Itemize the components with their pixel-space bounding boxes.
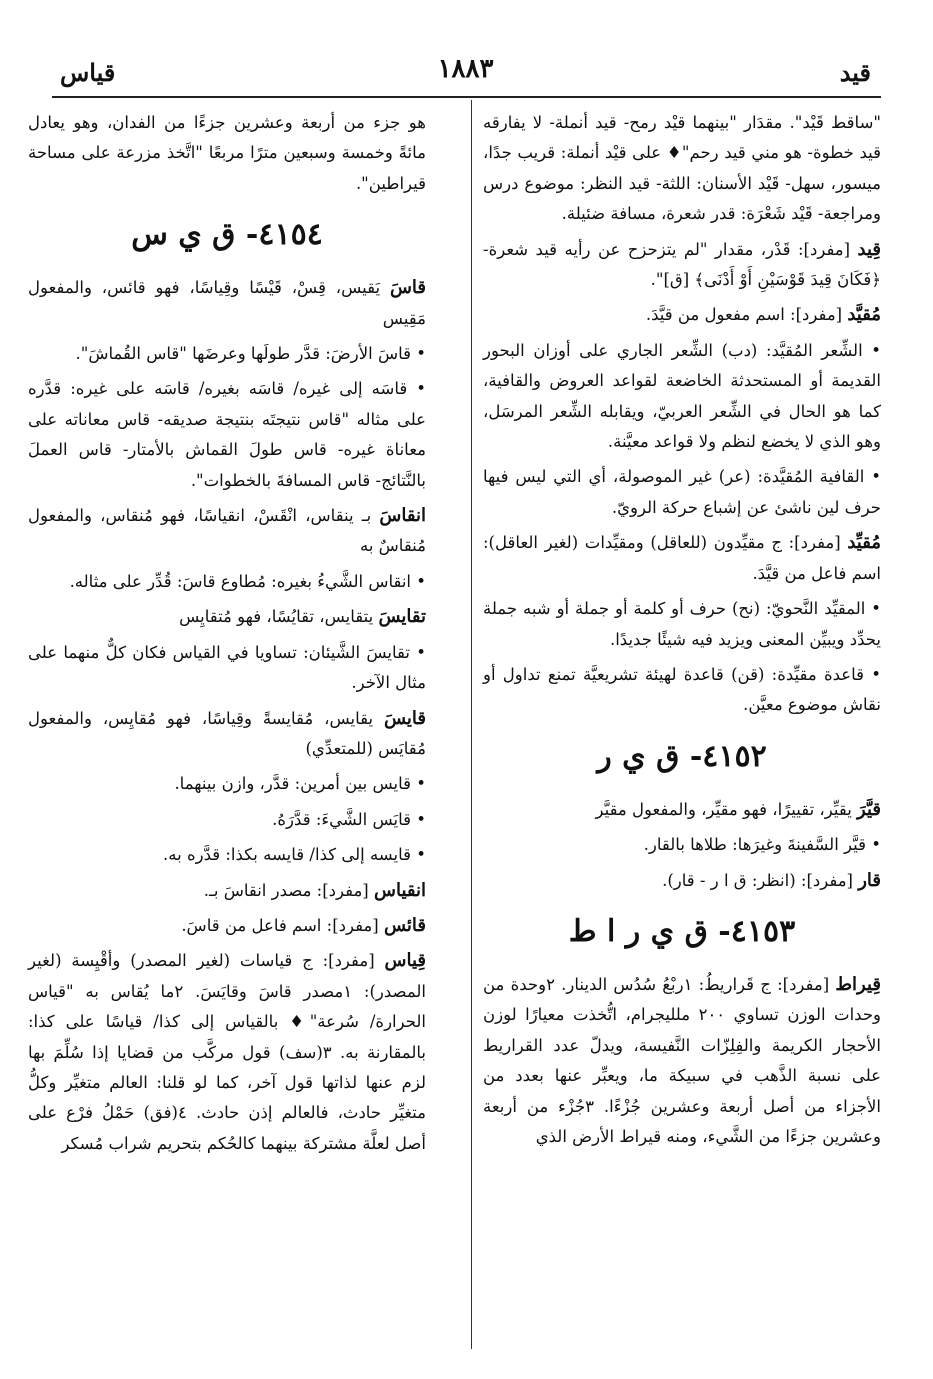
entry-headword: قِيد — [857, 238, 881, 260]
entry-definition: [مفرد]: (انظر: ق ا ر - قار). — [662, 870, 859, 890]
entry-definition: [مفرد]: ج مقيِّدون (للعاقل) ومقيِّدات (لغير العاقل): اسم فاعل من قيَّدَ. — [483, 533, 881, 583]
entry-definition: [مفرد]: اسم فاعل من قاسَ. — [181, 915, 384, 935]
entry-subsense: • تقايسَ الشَّيئان: تساويا في القياس فكان كلٌّ منهما على مثال الآخر. — [28, 642, 426, 693]
entry — [483, 795, 881, 825]
entry-headword: قائس — [383, 914, 426, 936]
entry — [483, 970, 881, 1152]
entry — [483, 528, 881, 589]
entry-subsense: • قاعدة مقيِّدة: (قن) قاعدة لهيئة تشريعيَّة تمنع تداول أو نقاش موضوع معيَّن. — [483, 664, 881, 715]
entry-headword: قِياس — [384, 950, 426, 972]
entry-text: "ساقط قَيْد". مقدَار "بينهما قيْد رمح- قيد أنملة- لا يفارقه قيد خطوة- هو مني قيد رحم"♦ على قيْد أنملة: قريب جدًا، ميسور، سهل- قَيْد الأسنان: اللثة- قيد النظر: موضوع درس ومراجعة- قَيْد شَعْرَة: قدر شعرة، مسافة ضئيلة. — [483, 113, 881, 224]
entry-definition: [مفرد]: قَدْر، مقدار "لم يتزحزح عن رأيه قيد شعرة- ﴿فَكَانَ قِيدَ قَوْسَيْنِ أَوْ أَدْنَى﴾ [ق]". — [483, 239, 881, 290]
root-heading: ٤١٥٢- ق ي ر — [597, 738, 767, 774]
entry-headword: قار — [858, 869, 881, 891]
entry-subsense: • قاسَه إلى غيره/ قاسَه بغيره/ قاسَه على غيره: قدَّره على مثاله "قاس نتيجتَه بنتيجة صديقه- قاس معاناته على معاناة غيره- قاس طولَ القماش بالأمتار- قاس العملَ بالنَّتائج- قاس المسافةَ بالخطوات". — [28, 379, 426, 490]
entry-subsense: • قاسَ الأرضَ: قدَّر طولَها وعرضَها "قاس القُماشَ". — [75, 344, 426, 364]
entry-definition: [مفرد]: اسم مفعول من قيَّدَ. — [645, 305, 848, 325]
entry-definition: يقيِّر، تقييرًا، فهو مقيِّر، والمفعول مقيَّر — [595, 799, 858, 819]
entry-text: هو جزء من أربعة وعشرين جزءًا من الفدان، وهو يعادل مائةً وخمسة وسبعين مترًا مربعًا "اتَّخذ مزرعة على مساحة قيراطين". — [28, 113, 426, 193]
entry — [483, 866, 881, 896]
entry — [28, 273, 426, 334]
entry — [28, 946, 426, 1159]
entry-subsense: • القافية المُقيَّدة: (عر) غير الموصولة، أي التي ليس فيها حرف لين ناشئ عن إشباع حركة الرويّ. — [483, 467, 881, 517]
entry-definition: يتقايس، تقايُسًا، فهو مُتقايِس — [179, 607, 379, 627]
left-column — [28, 108, 426, 1164]
page-header — [60, 54, 871, 94]
page-number: ١٨٨٣ — [437, 54, 494, 84]
header-headword-right: قيد — [839, 58, 871, 87]
entry — [28, 704, 426, 765]
entry-headword: قاسَ — [389, 277, 426, 299]
entry — [28, 876, 426, 906]
entry-headword: قايسَ — [383, 707, 426, 729]
entry-subsense: • قايسه إلى كذا/ قايسه بكذا: قدَّره به. — [163, 845, 426, 865]
entry-headword: تقايسَ — [378, 606, 426, 628]
header-headword-left: قياس — [60, 58, 116, 87]
entry-subsense: • الشِّعر المُقيَّد: (دب) الشِّعر الجاري على أوزان البحور القديمة أو المستحدثة الخاضعة لقواعد العروض والقافية، كما هو الحال في الشِّعر العربيّ، ويقابله الشِّعر المرسَل، وهو الذي لا يخضع لنظم ولا قواعد معيَّنة. — [483, 340, 881, 452]
entry-subsense: • انقاس الشَّيءُ بغيره: مُطاوع قاسَ: قُدِّر على مثاله. — [69, 571, 426, 591]
root-heading: ٤١٥٣- ق ي ر ا ط — [568, 913, 796, 949]
header-rule — [52, 96, 881, 98]
entry-subsense: • قايَس الشَّيءَ: قدَّرَهُ. — [272, 809, 426, 829]
entry-subsense: • قيَّر السَّفينةَ وغيرَها: طلاها بالقار. — [643, 835, 881, 855]
entry-headword: انقاسَ — [379, 505, 426, 527]
entry — [28, 911, 426, 941]
entry-subsense: • المقيِّد النَّحويّ: (نح) حرف أو كلمة أو جملة أو شبه جملة يحدِّد ويبيِّن المعنى ويزيد فيه شيئًا جديدًا. — [483, 599, 881, 649]
column-divider — [471, 100, 472, 1349]
entry-headword: قِيراط — [835, 973, 881, 995]
entry-definition: [مفرد]: مصدر انقاسَ بـ. — [203, 880, 374, 900]
entry-definition: [مفرد]: ج قَراريطُ: ١ربْعُ سُدُس الدينار. ٢وحدة من وحدات الوزن تساوي ٢٠٠ ملليجرام، اتُّخذت معيارًا لوزن الأحجار الكريمة والفِلِزّات النَّفيسة، ويدلّ عدد القراريط على نسبة الذَّهب في سبيكة ما، ويعبِّر عنها بعدد من الأجزاء من أصل أربعة وعشرين جُزْءًا. ٣جُزْء من أربعة وعشرين جزءًا من الشَّيء، ومنه قيراط الأرض الذي — [483, 974, 882, 1146]
entry — [483, 235, 881, 296]
entry-headword: انقياس — [373, 879, 426, 901]
entry — [28, 501, 426, 562]
entry — [483, 300, 881, 330]
entry-definition: بـ ينقاس، انْقَسْ، انقياسًا، فهو مُنقاس، والمفعول مُنقاسٌ به — [28, 506, 426, 556]
entry-subsense: • قايس بين أمرين: قدَّر، وازن بينهما. — [174, 774, 426, 794]
entry-headword: مُقيَّد — [847, 304, 881, 326]
right-column — [483, 108, 881, 1157]
entry-definition: يَقيس، قِسْ، قَيْسًا وقِياسًا، فهو قائس، والمفعول مَقِيس — [28, 278, 426, 328]
root-heading: ٤١٥٤- ق ي س — [131, 217, 323, 253]
entry-definition: يقايس، مُقايسةً وقِياسًا، فهو مُقايِس، والمفعول مُقايَس (للمتعدِّي) — [28, 708, 426, 758]
entry — [28, 602, 426, 632]
entry-headword: قيَّرَ — [857, 798, 881, 820]
entry-headword: مُقيِّد — [847, 532, 881, 554]
entry-definition: [مفرد]: ج قياسات (لغير المصدر) وأقْيِسة (لغير المصدر): ١مصدر قاسَ وقايَسَ. ٢ما يُقاس به "قياس الحرارة/ سُرعة"♦ بالقياس إلى كذا/ قياسًا على كذا: بالمقارنة به. ٣(سف) قول مركَّب من قضايا إذا سُلِّمَ بها لزم عنها لذاتها قول آخر، كما لو قلنا: العالم متغيِّر وكلُّ متغيِّر حادث، فالعالم إذن حادث. ٤(فق) حَمْلُ فرْع على أصل لعلَّة مشتركة بينهما كالحُكم بتحريم شراب مُسكر — [28, 951, 426, 1153]
